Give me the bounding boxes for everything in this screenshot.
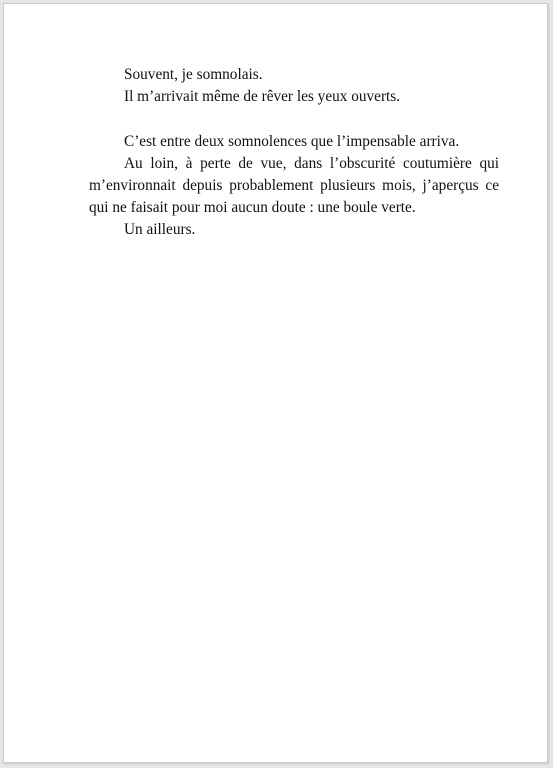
paragraph-2: Il m’arrivait même de rêver les yeux ouverts. <box>124 88 401 106</box>
paragraph-5: Un ailleurs. <box>124 221 196 239</box>
paragraph-4: Au loin, à perte de vue, dans l’obscurité coutumière qui m’environnait depuis probablement plusieurs mois, j’aperçus ce qui ne faisait pour moi aucun doute : une boule verte. <box>89 154 499 217</box>
paragraph-1: Souvent, je somnolais. <box>124 66 263 83</box>
paragraph-3: C’est entre deux somnolences que l’impensable arriva. <box>124 132 460 150</box>
blank-line <box>89 108 499 130</box>
document-body <box>89 64 499 242</box>
document-page <box>3 3 548 763</box>
